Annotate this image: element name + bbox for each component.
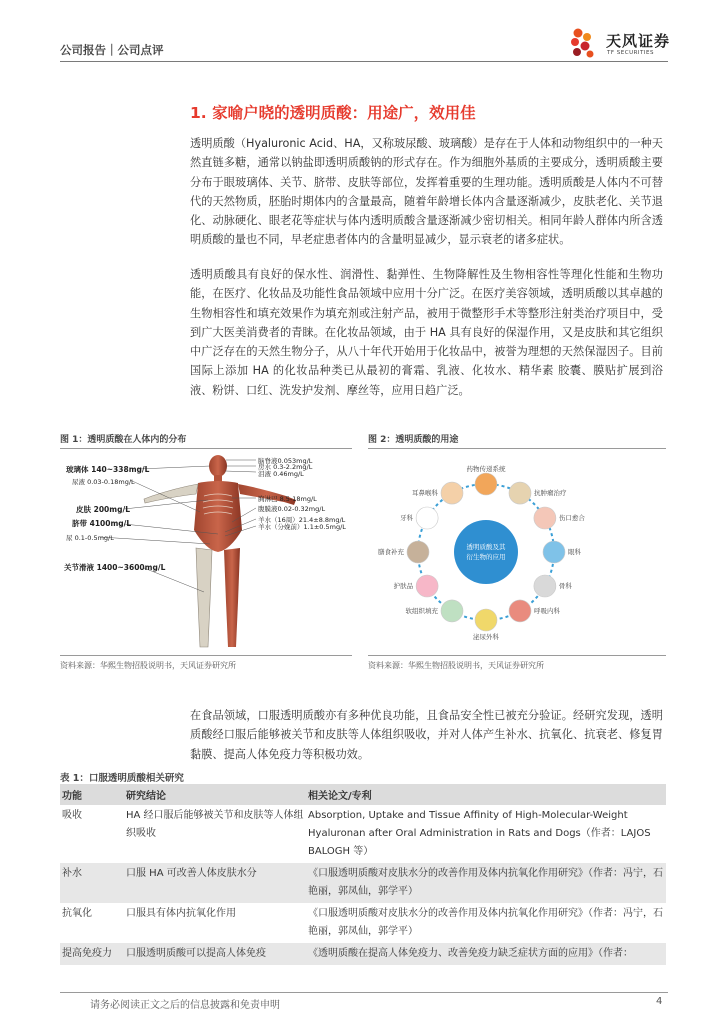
cell-function: 提高免疫力 <box>60 943 124 965</box>
table-row <box>60 903 666 943</box>
use-node-label: 耳鼻喉科 <box>412 489 438 498</box>
figure1-source: 资料来源：华熙生物招股说明书，天风证券研究所 <box>60 661 236 670</box>
table-title: 表 1：口服透明质酸相关研究 <box>60 773 184 784</box>
footer-divider <box>60 992 668 993</box>
figure2-top-rule <box>368 448 666 449</box>
label-csf: 脑脊液0.053mg/L <box>258 457 313 465</box>
figure1-title: 图 1：透明质酸在人体内的分布 <box>60 435 187 445</box>
figure2-uses-diagram <box>368 452 666 652</box>
center-label-2: 衍生物的应用 <box>466 553 506 561</box>
label-amniotic-birth: 羊水（分娩前）1.1±0.5mg/L <box>258 523 346 531</box>
use-node-label: 骨科 <box>558 582 572 590</box>
label-umbilical: 脐带 4100mg/L <box>72 519 132 528</box>
use-node-label: 伤口愈合 <box>558 514 585 522</box>
header-function: 功能 <box>60 784 124 805</box>
footer-disclaimer: 请务必阅读正文之后的信息披露和免责申明 <box>90 1000 280 1011</box>
use-node-icon <box>441 600 463 622</box>
table-row <box>60 943 666 965</box>
figure1-bottom-rule <box>60 655 352 656</box>
cell-paper: 《口服透明质酸对皮肤水分的改善作用及体内抗氧化作用研究》（作者：冯宁，石艳丽，郭凤仙，郭学平） <box>306 863 666 903</box>
use-node-label: 抗肿瘤治疗 <box>534 489 567 498</box>
cell-function: 补水 <box>60 863 124 903</box>
logo-mark-icon <box>566 26 604 62</box>
use-node-label: 护肤品 <box>393 582 414 590</box>
table-header-row <box>60 784 666 805</box>
section-title: 1. 家喻户晓的透明质酸：用途广，效用佳 <box>190 104 476 122</box>
use-node-icon <box>475 609 497 631</box>
use-node-label: 呼吸内科 <box>534 606 560 615</box>
use-node-icon <box>534 507 556 529</box>
use-node-icon <box>407 541 429 563</box>
cell-paper: Absorption, Uptake and Tissue Affinity of High-Molecular-Weight Hyaluronan after Oral Administration in Rats and Dogs（作者：LAJOS BALOGH 等） <box>308 810 651 857</box>
use-node-label: 软组织填充 <box>405 606 438 615</box>
figure2-source: 资料来源：华熙生物招股说明书，天风证券研究所 <box>368 661 544 670</box>
use-node-icon <box>416 507 438 529</box>
label-tears: 泪液 0.46mg/L <box>258 470 304 478</box>
table-row <box>60 805 666 863</box>
oral-ha-research-table <box>60 784 666 965</box>
header-conclusion: 研究结论 <box>124 784 306 805</box>
use-node-icon <box>543 541 565 563</box>
use-node-icon <box>509 600 531 622</box>
cell-paper: 《口服透明质酸对皮肤水分的改善作用及体内抗氧化作用研究》（作者：冯宁，石艳丽，郭凤仙，郭学平） <box>308 908 663 937</box>
label-amniotic-16w: 羊水（16周）21.4±8.8mg/L <box>258 516 346 524</box>
label-peritoneal: 腹膜液0.02-0.32mg/L <box>258 505 326 513</box>
label-serum: 尿 0.1-0.5mg/L <box>66 534 114 542</box>
use-node-icon <box>509 482 531 504</box>
paragraph-applications: 透明质酸具有良好的保水性、润滑性、黏弹性、生物降解性及生物相容性等理化性能和生物功能，在医疗、化妆品及功能性食品领域中应用十分广泛。在医疗美容领域，透明质酸以其卓越的生物相容性和填充效果作为填充剂或注射产品，被用于微整形手术等整形注射类治疗项目中，受到广大医美消费者的青睐。在化妆品领域，由于 HA 具有良好的保湿作用，又是皮肤和其它组织中广泛存在的天然生物分子，从八十年代开始用于化妆品中，被誉为理想的天然保湿因子。目前国际上添加 HA 的化妆品种类已从最初的膏霜、乳液、化妆水、精华素 胶囊、膜贴扩展到浴液、粉饼、口红、洗发护发剂、摩丝等，应用日趋广泛。 <box>190 268 663 397</box>
label-lymph: 胸淋巴 8.5-18mg/L <box>258 495 317 503</box>
label-urine: 尿液 0.03-0.18mg/L <box>72 478 135 486</box>
figure2-bottom-rule <box>368 655 666 656</box>
page-number: 4 <box>656 996 663 1007</box>
paragraph-food: 在食品领域，口服透明质酸亦有多种优良功能，且食品安全性已被充分验证。经研究发现，透明质酸经口服后能够被关节和皮肤等人体组织吸收，并对人体产生补水、抗氧化、抗衰老、修复胃黏膜、提高人体免疫力等积极功效。 <box>190 709 663 761</box>
use-node-icon <box>534 575 556 597</box>
use-node-icon <box>416 575 438 597</box>
cell-function: 抗氧化 <box>62 908 92 919</box>
use-node-label: 牙科 <box>400 514 414 522</box>
center-label: 透明质酸及其 <box>466 543 506 551</box>
logo-brand-english: TF SECURITIES <box>607 50 654 56</box>
cell-conclusion: 口服透明质酸可以提高人体免疫 <box>124 943 306 965</box>
label-joint: 关节滑液 1400~3600mg/L <box>64 563 166 572</box>
table-row <box>60 863 666 903</box>
logo-brand-name: 天风证券 <box>606 32 671 50</box>
report-type-label: 公司报告｜公司点评 <box>60 43 164 57</box>
label-aqueous: 房水 0.3-2.2mg/L <box>258 463 313 471</box>
use-node-label: 眼科 <box>568 548 581 556</box>
use-node-label: 药物传递系统 <box>466 465 506 473</box>
uses-wheel <box>368 452 666 652</box>
use-node-icon <box>441 482 463 504</box>
figure1-top-rule <box>60 448 352 449</box>
use-node-label: 膳食补充 <box>378 548 404 556</box>
company-logo <box>566 26 676 62</box>
use-node-label: 泌尿外科 <box>473 633 499 641</box>
paragraph-intro: 透明质酸（Hyaluronic Acid、HA，又称玻尿酸、玻璃酸）是存在于人体和动物组织中的一种天然直链多糖，通常以钠盐即透明质酸钠的形式存在。作为细胞外基质的主要成分，透明质酸主要分布于眼玻璃体、关节、脐带、皮肤等部位，发挥着重要的生理功能。透明质酸是人体内不可替代的天然物质，胚胎时期体内的含量最高，随着年龄增长体内含量逐渐减少，皮肤老化、关节退化、动脉硬化、眼老花等症状与体内透明质酸含量逐渐减少密切相关。相同年龄人群体内所含透明质酸的量也不同，早老症患者体内的含量明显减少，显示衰老的诸多症状。 <box>190 137 663 247</box>
label-skin: 皮肤 200mg/L <box>76 505 130 514</box>
header-divider <box>60 61 668 62</box>
cell-function: 吸收 <box>62 810 82 821</box>
cell-conclusion: 口服 HA 可改善人体皮肤水分 <box>124 863 306 903</box>
cell-paper: 《透明质酸在提高人体免疫力、改善免疫力缺乏症状方面的应用》（作者： <box>306 943 666 965</box>
cell-conclusion: HA 经口服后能够被关节和皮肤等人体组织吸收 <box>126 810 304 839</box>
figure1-body-distribution <box>60 452 352 652</box>
use-node-icon <box>475 473 497 495</box>
cell-conclusion: 口服具有体内抗氧化作用 <box>126 908 236 919</box>
label-vitreous: 玻璃体 140~338mg/L <box>66 465 150 474</box>
header-paper: 相关论文/专利 <box>306 784 666 805</box>
figure2-title: 图 2：透明质酸的用途 <box>368 435 459 445</box>
